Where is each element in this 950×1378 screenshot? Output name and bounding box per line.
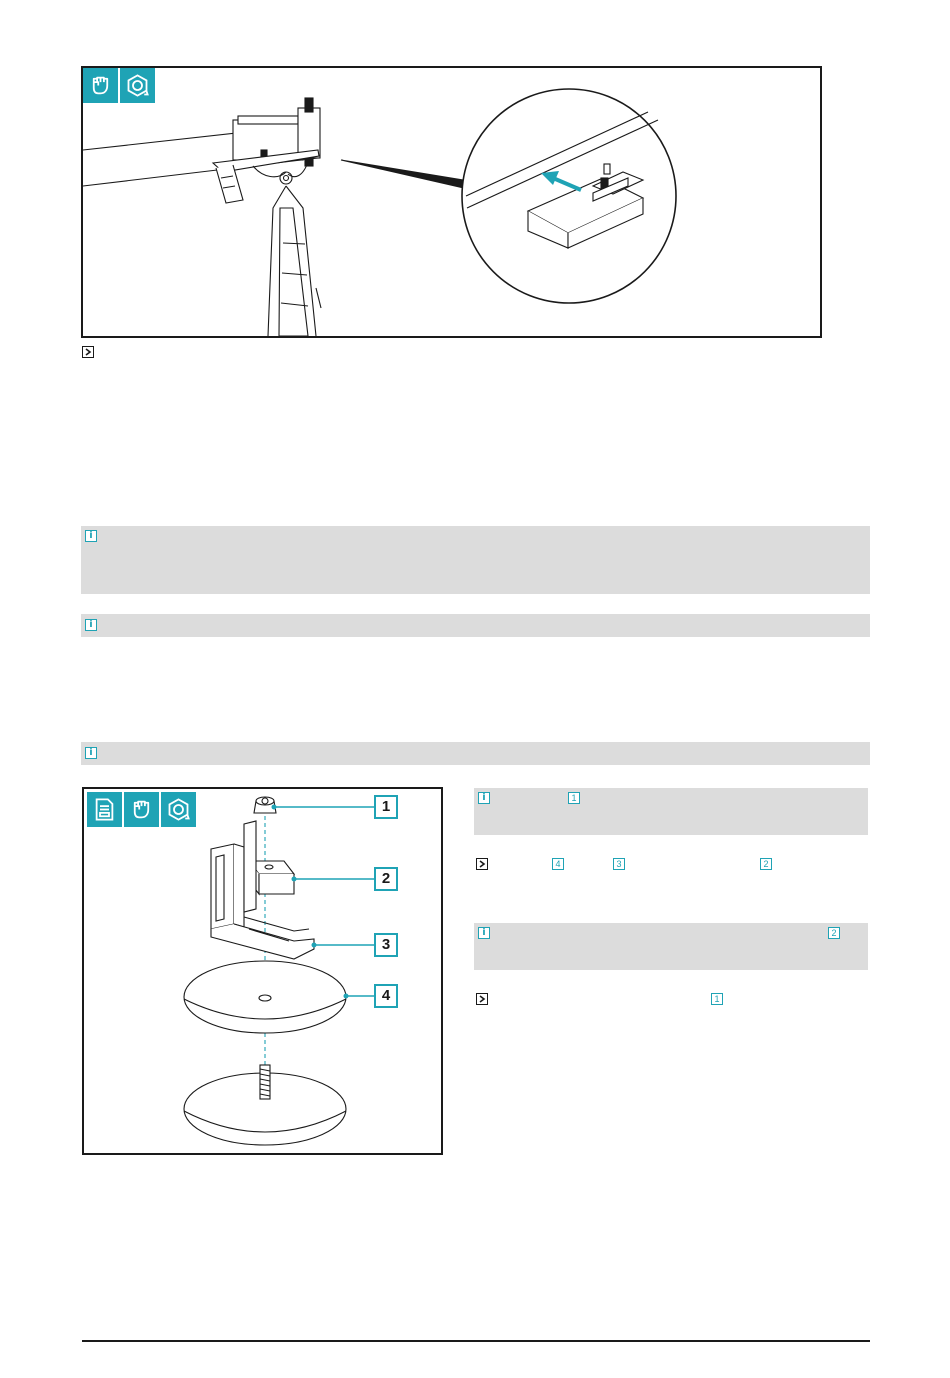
figure-2-frame <box>82 787 443 1155</box>
part-ref: 1 <box>711 993 723 1005</box>
info-note <box>474 788 868 835</box>
info-icon: i <box>478 792 490 804</box>
callout-3: 3 <box>374 933 398 957</box>
part-ref: 3 <box>613 858 625 870</box>
chevron-right-icon <box>478 995 486 1003</box>
part-ref: 2 <box>760 858 772 870</box>
part-ref: 1 <box>568 792 580 804</box>
figure-1-frame <box>81 66 822 338</box>
info-icon: i <box>85 619 97 631</box>
step-marker <box>476 858 488 870</box>
info-note <box>81 742 870 765</box>
callout-2: 2 <box>374 867 398 891</box>
info-icon: i <box>85 530 97 542</box>
info-note <box>81 614 870 637</box>
info-note <box>474 923 868 970</box>
info-icon: i <box>85 747 97 759</box>
info-icon: i <box>478 927 490 939</box>
step-marker <box>82 346 94 358</box>
part-ref: 4 <box>552 858 564 870</box>
info-note <box>81 526 870 594</box>
step-marker <box>476 993 488 1005</box>
callout-1: 1 <box>374 795 398 819</box>
chevron-right-icon <box>478 860 486 868</box>
figure-1-drawing <box>83 68 822 338</box>
callout-4: 4 <box>374 984 398 1008</box>
chevron-right-icon <box>84 348 92 356</box>
figure-2-exploded-drawing <box>84 789 443 1155</box>
footer-rule <box>82 1340 870 1342</box>
part-ref: 2 <box>828 927 840 939</box>
